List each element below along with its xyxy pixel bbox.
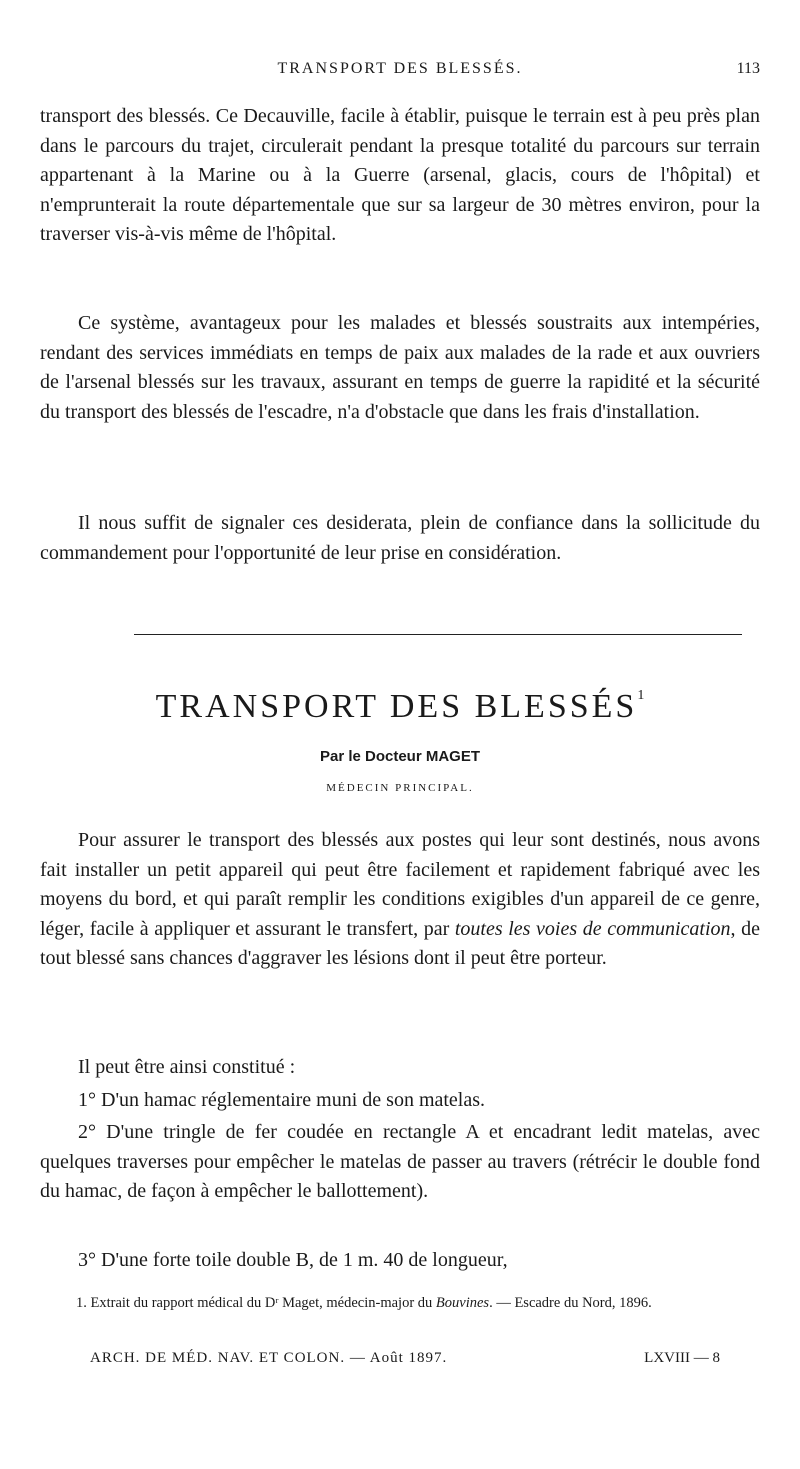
journal-reference: ARCH. DE MÉD. NAV. ET COLON. — Août 1897. xyxy=(90,1350,448,1366)
paragraph-1: transport des blessés. Ce Decauville, facile à établir, puisque le terrain est à peu près plan dans le parcours du trajet, circulerait pendant la presque totalité du parcours sur terrain appartenant à la Marine ou à la Guerre (arsenal, glacis, cours de l'hôpital) et n'emprunterait la route départementale que sur sa largeur de 30 mètres environ, pour la traverser vis-à-vis même de l'hôpital. xyxy=(40,105,760,245)
author-byline: Par le Docteur MAGET xyxy=(319,748,481,765)
footnote-text-a: 1. Extrait du rapport médical du Dʳ Maget, médecin-major du xyxy=(76,1295,436,1311)
footnote-text-b: . — Escadre du Nord, 1896. xyxy=(489,1295,652,1311)
footnote-ship-name: Bouvines xyxy=(435,1295,490,1311)
paragraph-6: 1° D'un hamac réglementaire muni de son matelas. xyxy=(78,1089,486,1111)
paragraph-7: 2° D'une tringle de fer coudée en rectangle A et encadrant ledit matelas, avec quelques traverses pour empêcher le matelas de passer au travers (rétrécir le double fond du hamac, de façon à empêcher le ballottement). xyxy=(40,1121,760,1202)
paragraph-4-italic: toutes les voies de communication xyxy=(454,917,731,940)
page-header xyxy=(40,60,760,92)
section-divider xyxy=(134,634,742,635)
page-number: 113 xyxy=(736,60,760,77)
footnote-reference: 1 xyxy=(637,688,645,703)
page-footer xyxy=(40,1350,760,1374)
footnote xyxy=(40,1292,760,1314)
paragraph-2: Ce système, avantageux pour les malades et blessés soustraits aux intempéries, rendant des services immédiats en temps de paix aux malades de la rade et aux ouvriers de l'arsenal blessés sur les travaux, assurant en temps de guerre la rapidité et la sécurité du transport des blessés de l'escadre, n'a d'obstacle que dans les frais d'installation. xyxy=(40,312,760,423)
article-title xyxy=(40,688,760,726)
paragraph-4 xyxy=(40,826,760,974)
article-title-text: TRANSPORT DES BLESSÉS xyxy=(155,688,638,725)
author-role: MÉDECIN PRINCIPAL. xyxy=(326,782,474,794)
paragraph-4-text-a: Pour assurer le transport des blessés aux postes qui leur sont destinés, nous avons fait installer un petit appareil qui peut être facilement et rapidement fabriqué avec les moyens du bord, et qui paraît remplir les conditions exigibles d'un appareil de ce genre, léger, facile à appliquer et assurant le transfert, par xyxy=(40,829,760,940)
running-title: TRANSPORT DES BLESSÉS. xyxy=(277,60,523,77)
footnote-text xyxy=(40,1292,760,1314)
paragraph-4-text-b: , de tout blessé sans chances d'aggraver les lésions dont il peut être porteur. xyxy=(40,917,760,969)
volume-signature: LXVIII — 8 xyxy=(644,1350,720,1366)
paragraph-5: Il peut être ainsi constitué : xyxy=(78,1056,296,1078)
paragraph-8: 3° D'une forte toile double B, de 1 m. 40 de longueur, xyxy=(78,1249,508,1271)
paragraph-3: Il nous suffit de signaler ces desiderata, plein de confiance dans la sollicitude du commandement pour l'opportunité de leur prise en considération. xyxy=(40,512,760,564)
